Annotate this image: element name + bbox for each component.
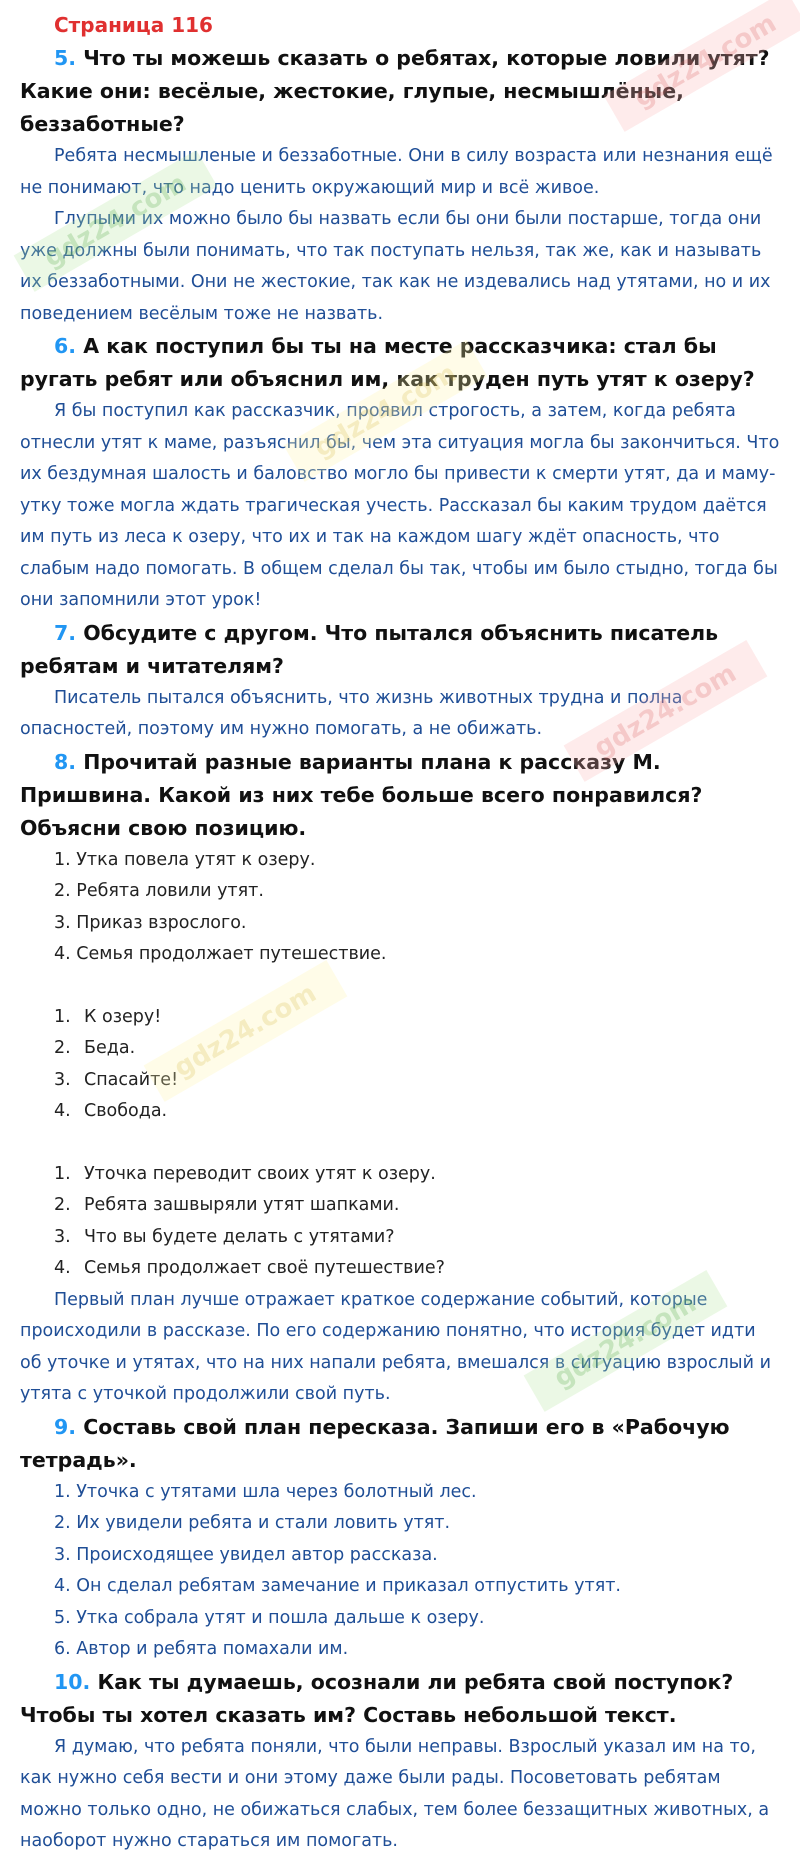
spacer — [20, 971, 782, 1002]
item-number: 3. — [54, 1226, 71, 1247]
item-number: 1. — [54, 1163, 71, 1184]
item-text: Семья продолжает своё путешествие? — [84, 1258, 445, 1278]
answer-paragraph: Глупыми их можно было бы назвать если бы они были постарше, тогда они уже должны были понимать, что так поступать нельзя, так же, как и называть их беззаботными. Они не жестокие, так как не издевались над утятами, но и их поведением весёлым тоже не назвать. — [20, 209, 771, 324]
question-7 — [20, 617, 782, 683]
item-number: 2. — [54, 1195, 71, 1215]
watermark: gdz24.com — [524, 1270, 728, 1412]
item-text: Уточка переводит своих утят к озеру. — [84, 1163, 436, 1184]
question-number: 8. — [54, 749, 77, 774]
question-6 — [20, 330, 782, 396]
list-item: 1. Уточка с утятами шла через болотный лес. — [54, 1481, 477, 1502]
question-text: Прочитай разные варианты плана к рассказу М. Пришвина. Какой из них тебе больше всего понравился? Объясни свою позицию. — [20, 749, 703, 840]
question-10 — [20, 1666, 782, 1732]
plan-variant-3 — [20, 1159, 782, 1285]
spacer — [20, 1128, 782, 1159]
list-item: 4. Семья продолжает путешествие. — [54, 944, 387, 964]
question-text: Обсудите с другом. Что пытался объяснить писатель ребятам и читателям? — [20, 620, 719, 678]
item-number: 2. — [54, 1038, 71, 1058]
item-number: 4. — [54, 1258, 71, 1278]
question-9 — [20, 1411, 782, 1477]
list-item — [20, 1190, 782, 1222]
answer-paragraph: Ребята несмышленые и беззаботные. Они в силу возраста или незнания ещё не понимают, что надо ценить окружающий мир и всё живое. — [20, 146, 773, 198]
item-text: Спасайте! — [84, 1069, 179, 1090]
list-item — [20, 1065, 782, 1097]
list-item: 3. Приказ взрослого. — [54, 912, 247, 933]
retelling-plan — [20, 1477, 782, 1666]
page-title: Страница 116 — [54, 13, 213, 37]
question-text: Составь свой план пересказа. Запиши его в «Рабочую тетрадь». — [20, 1414, 730, 1472]
item-text: Что вы будете делать с утятами? — [84, 1226, 395, 1247]
question-text: Что ты можешь сказать о ребятах, которые ловили утят? Какие они: весёлые, жестокие, глупые, несмышлёные, беззаботные? — [20, 46, 770, 136]
item-number: 1. — [54, 1006, 71, 1027]
list-item — [20, 1253, 782, 1285]
question-8 — [20, 746, 782, 845]
list-item: 6. Автор и ребята помахали им. — [54, 1639, 349, 1659]
answer-paragraph: Первый план лучше отражает краткое содержание событий, которые происходили в рассказе. По его содержанию понятно, что история будет идти об уточке и утятах, что на них напали ребята, вмешался в ситуацию взрослый и утята с уточкой продолжили свой путь. — [20, 1289, 771, 1404]
answer-paragraph: Я бы поступил как рассказчик, проявил строгость, а затем, когда ребята отнесли утят к маме, разъяснил бы, чем эта ситуация могла бы закончиться. Что их бездумная шалость и баловство могло бы привести к смерти утят, да и маму-утку тоже могла ждать трагическая учесть. Рассказал бы каким трудом даётся им путь из леса к озеру, что их и так на каждом шагу ждёт опасность, что слабым надо помогать. В общем сделал бы так, чтобы им было стыдно, тогда бы они запомнили этот урок! — [20, 401, 780, 610]
list-item: 2. Ребята ловили утят. — [54, 881, 264, 901]
plan-variant-2 — [20, 1002, 782, 1128]
question-text: А как поступил бы ты на месте рассказчика: стал бы ругать ребят или объяснил им, как труден путь утят к озеру? — [20, 334, 755, 391]
item-text: Беда. — [84, 1038, 136, 1058]
question-5 — [20, 42, 782, 141]
watermark: gdz24.com — [284, 340, 488, 482]
list-item — [20, 1002, 782, 1034]
item-text: Свобода. — [84, 1101, 168, 1121]
list-item: 5. Утка собрала утят и пошла дальше к озеру. — [54, 1607, 485, 1628]
item-text: К озеру! — [84, 1006, 162, 1027]
list-item: 4. Он сделал ребятам замечание и приказал отпустить утят. — [54, 1576, 621, 1596]
list-item — [20, 1096, 782, 1128]
item-number: 4. — [54, 1101, 71, 1121]
list-item — [20, 1159, 782, 1191]
question-number: 9. — [54, 1414, 77, 1439]
question-number: 10. — [54, 1669, 91, 1694]
answer-paragraph: Я думаю, что ребята поняли, что были неправы. Взрослый указал им на то, как нужно себя вести и они этому даже были рады. Посоветовать ребятам можно только одно, не обижаться слабых, тем более беззащитных животных, а наоборот нужно стараться им помогать. — [20, 1736, 770, 1851]
answer-paragraph: Писатель пытался объяснить, что жизнь животных трудна и полна опасностей, поэтому им нужно помогать, а не обижать. — [20, 687, 683, 739]
page-content — [20, 8, 782, 1858]
watermark: gdz24.com — [564, 640, 768, 782]
watermark: gdz24.com — [14, 150, 218, 292]
watermark: gdz24.com — [604, 0, 800, 132]
question-text: Как ты думаешь, осознали ли ребята свой поступок? Чтобы ты хотел сказать им? Составь небольшой текст. — [20, 1669, 734, 1727]
list-item — [20, 1222, 782, 1254]
watermark: gdz24.com — [144, 960, 348, 1102]
list-item — [20, 1033, 782, 1065]
question-number: 6. — [54, 334, 77, 358]
item-text: Ребята зашвыряли утят шапками. — [84, 1195, 400, 1215]
question-number: 5. — [54, 46, 77, 70]
plan-variant-1 — [20, 845, 782, 971]
list-item: 2. Их увидели ребята и стали ловить утят. — [54, 1513, 451, 1533]
list-item: 3. Происходящее увидел автор рассказа. — [54, 1544, 438, 1565]
item-number: 3. — [54, 1069, 71, 1090]
question-number: 7. — [54, 620, 77, 645]
list-item: 1. Утка повела утят к озеру. — [54, 849, 316, 870]
